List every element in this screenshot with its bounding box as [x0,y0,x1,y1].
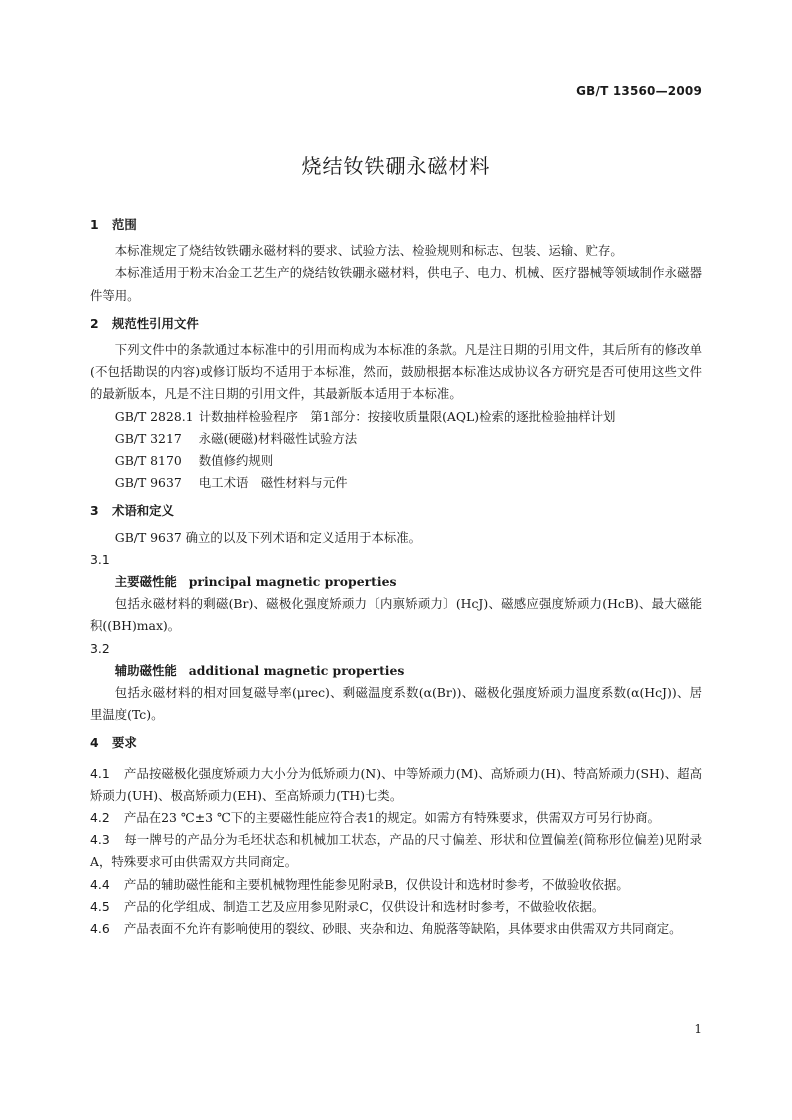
paragraph: GB/T 9637 确立的以及下列术语和定义适用于本标准。 [114,529,422,545]
term-heading [90,660,702,682]
requirement-item [90,829,702,873]
normative-reference [90,406,702,428]
reference-title: 计数抽样检验程序 第1部分：按接收质量限(AQL)检索的逐批检验抽样计划 [198,408,616,424]
term-number: 3.2 [90,640,110,656]
term-heading [90,571,702,593]
section-heading [90,500,702,522]
normative-reference [90,450,702,472]
section-title: 范围 [112,217,137,232]
reference-title: 数值修约规则 [198,453,274,469]
requirement-text: 产品的化学组成、制造工艺及应用参见附录C，仅供设计和选材时参考，不做验收依据。 [124,898,605,914]
reference-code: GB/T 2828.1 [114,408,194,424]
section-heading [90,313,702,335]
page-number: 1 [694,1022,702,1036]
term-definition: 包括永磁材料的相对回复磁导率(μrec)、剩磁温度系数(α(Br))、磁极化强度矫顽力温度系数(α(HcJ))、居里温度(Tc)。 [90,685,702,723]
reference-code: GB/T 9637 [114,475,182,491]
requirement-number: 4.3 [90,832,110,848]
section-heading [90,732,702,754]
section-number: 2 [90,315,99,331]
requirement-number: 4.2 [90,810,110,826]
requirement-text: 产品的辅助磁性能和主要机械物理性能参见附录B，仅供设计和选材时参考，不做验收依据。 [124,876,629,892]
normative-reference [90,428,702,450]
paragraph: 下列文件中的条款通过本标准中的引用而构成为本标准的条款。凡是注日期的引用文件，其后所有的修改单(不包括勘误的内容)或修订版均不适用于本标准，然而，鼓励根据本标准达成协议各方研究是否可使用这些文件的最新版本，凡是不注日期的引用文件，其最新版本适用于本标准。 [90,342,702,402]
reference-code: GB/T 3217 [114,430,182,446]
requirement-text: 每一牌号的产品分为毛坯状态和机械加工状态，产品的尺寸偏差、形状和位置偏差(简称形位偏差)见附录A，特殊要求可由供需双方共同商定。 [90,832,702,870]
requirement-text: 产品在23 ℃±3 ℃下的主要磁性能应符合表1的规定。如需方有特殊要求，供需双方可另行协商。 [124,810,660,826]
requirement-number: 4.6 [90,921,110,937]
document-body [90,214,702,940]
requirement-item [90,896,702,918]
reference-title: 永磁(硬磁)材料磁性试验方法 [198,430,358,446]
paragraph: 本标准适用于粉末冶金工艺生产的烧结钕铁硼永磁材料，供电子、电力、机械、医疗器械等领域制作永磁器件等用。 [90,265,702,303]
reference-code: GB/T 8170 [114,453,182,469]
reference-title: 电工术语 磁性材料与元件 [198,475,348,491]
section-title: 规范性引用文件 [112,315,199,331]
paragraph: 本标准规定了烧结钕铁硼永磁材料的要求、试验方法、检验规则和标志、包装、运输、贮存。 [114,243,623,259]
requirement-text: 产品按磁极化强度矫顽力大小分为低矫顽力(N)、中等矫顽力(M)、高矫顽力(H)、特高矫顽力(SH)、超高矫顽力(UH)、极高矫顽力(EH)、至高矫顽力(TH)七类。 [90,765,702,803]
requirement-number: 4.5 [90,898,110,914]
term-number: 3.1 [90,551,110,567]
section-number: 1 [90,217,99,232]
requirement-item [90,874,702,896]
term-definition: 包括永磁材料的剩磁(Br)、磁极化强度矫顽力〔内禀矫顽力〕(HcJ)、磁感应强度矫顽力(HcB)、最大磁能积((BH)max)。 [90,596,702,634]
requirement-text: 产品表面不允许有影响使用的裂纹、砂眼、夹杂和边、角脱落等缺陷，具体要求由供需双方共同商定。 [124,921,682,937]
section-heading [90,214,702,236]
requirement-number: 4.1 [90,765,110,781]
term-chinese: 辅助磁性能 [114,662,177,678]
requirement-number: 4.4 [90,876,110,892]
section-number: 4 [90,735,99,751]
term-english: principal magnetic properties [188,574,397,590]
term-chinese: 主要磁性能 [114,574,177,590]
requirement-item [90,807,702,829]
requirement-item [90,918,702,940]
term-english: additional magnetic properties [188,662,405,678]
requirement-item [90,763,702,807]
normative-reference [90,472,702,494]
document-title: 烧结钕铁硼永磁材料 [301,154,491,178]
section-title: 术语和定义 [112,503,174,519]
section-title: 要求 [112,735,137,751]
section-number: 3 [90,503,99,519]
standard-code: GB/T 13560—2009 [576,84,702,98]
